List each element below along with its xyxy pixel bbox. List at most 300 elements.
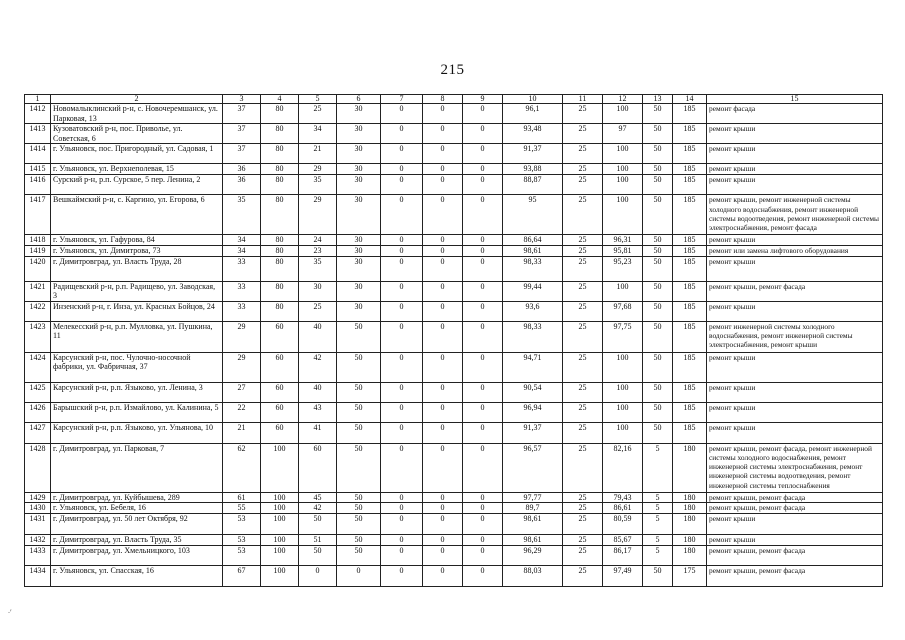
column-header: 2 bbox=[51, 95, 223, 104]
table-row bbox=[25, 235, 883, 246]
column-header: 3 bbox=[223, 95, 261, 104]
work-type-cell: ремонт крыши bbox=[707, 402, 883, 422]
col-14-cell: 185 bbox=[673, 164, 707, 175]
col-7-cell: 0 bbox=[381, 402, 423, 422]
work-type-cell: ремонт крыши, ремонт фасада bbox=[707, 545, 883, 565]
repair-register-table bbox=[24, 94, 883, 587]
col-12-cell: 100 bbox=[603, 144, 643, 164]
col-12-cell: 100 bbox=[603, 195, 643, 235]
column-header: 11 bbox=[563, 95, 603, 104]
col-5-cell: 29 bbox=[299, 164, 337, 175]
work-type-cell: ремонт крыши, ремонт фасада bbox=[707, 281, 883, 301]
col-4-cell: 100 bbox=[261, 492, 299, 503]
row-number-cell: 1423 bbox=[25, 321, 51, 352]
col-4-cell: 100 bbox=[261, 513, 299, 534]
table-row bbox=[25, 503, 883, 514]
work-type-cell: ремонт крыши, ремонт фасада, ремонт инженерной системы холодного водоснабжения, ремонт инженерной системы электроснабжения, ремонт инженерной системы водоотведения, ремонт инженерной системы теплоснабжения bbox=[707, 443, 883, 492]
column-header: 1 bbox=[25, 95, 51, 104]
col-14-cell: 180 bbox=[673, 443, 707, 492]
col-13-cell: 50 bbox=[643, 301, 673, 321]
address-cell: Инзенский р-н, г. Инза, ул. Красных Бойцов, 24 bbox=[51, 301, 223, 321]
col-11-cell: 25 bbox=[563, 175, 603, 195]
table-row bbox=[25, 513, 883, 534]
col-3-cell: 29 bbox=[223, 352, 261, 382]
col-8-cell: 0 bbox=[423, 235, 463, 246]
col-6-cell: 50 bbox=[337, 352, 381, 382]
col-12-cell: 85,67 bbox=[603, 534, 643, 545]
col-6-cell: 30 bbox=[337, 144, 381, 164]
work-type-cell: ремонт крыши bbox=[707, 164, 883, 175]
work-type-cell: ремонт крыши bbox=[707, 422, 883, 443]
col-7-cell: 0 bbox=[381, 281, 423, 301]
col-3-cell: 53 bbox=[223, 513, 261, 534]
table-row bbox=[25, 104, 883, 124]
col-5-cell: 24 bbox=[299, 235, 337, 246]
col-6-cell: 30 bbox=[337, 281, 381, 301]
col-11-cell: 25 bbox=[563, 301, 603, 321]
work-type-cell: ремонт крыши bbox=[707, 175, 883, 195]
col-9-cell: 0 bbox=[463, 352, 503, 382]
col-5-cell: 60 bbox=[299, 443, 337, 492]
col-14-cell: 185 bbox=[673, 256, 707, 281]
col-13-cell: 50 bbox=[643, 256, 673, 281]
col-3-cell: 34 bbox=[223, 235, 261, 246]
col-14-cell: 185 bbox=[673, 235, 707, 246]
col-9-cell: 0 bbox=[463, 235, 503, 246]
col-9-cell: 0 bbox=[463, 565, 503, 586]
col-3-cell: 53 bbox=[223, 545, 261, 565]
col-4-cell: 80 bbox=[261, 195, 299, 235]
page-number: 215 bbox=[440, 62, 465, 78]
scan-mark: ∙′ bbox=[8, 608, 12, 617]
row-number-cell: 1424 bbox=[25, 352, 51, 382]
col-14-cell: 180 bbox=[673, 534, 707, 545]
column-header: 13 bbox=[643, 95, 673, 104]
col-7-cell: 0 bbox=[381, 144, 423, 164]
col-7-cell: 0 bbox=[381, 503, 423, 514]
col-14-cell: 185 bbox=[673, 175, 707, 195]
col-3-cell: 37 bbox=[223, 144, 261, 164]
col-9-cell: 0 bbox=[463, 422, 503, 443]
address-cell: Мелекесский р-н, р.п. Мулловка, ул. Пушкина, 11 bbox=[51, 321, 223, 352]
col-13-cell: 5 bbox=[643, 492, 673, 503]
col-5-cell: 45 bbox=[299, 492, 337, 503]
col-10-cell: 96,94 bbox=[503, 402, 563, 422]
col-13-cell: 50 bbox=[643, 352, 673, 382]
work-type-cell: ремонт крыши bbox=[707, 382, 883, 402]
address-cell: г. Ульяновск, пос. Пригородный, ул. Садовая, 1 bbox=[51, 144, 223, 164]
address-cell: Карсунский р-н, р.п. Языково, ул. Ульянова, 10 bbox=[51, 422, 223, 443]
col-10-cell: 99,44 bbox=[503, 281, 563, 301]
col-7-cell: 0 bbox=[381, 124, 423, 144]
col-11-cell: 25 bbox=[563, 144, 603, 164]
col-10-cell: 98,61 bbox=[503, 245, 563, 256]
col-3-cell: 29 bbox=[223, 321, 261, 352]
col-10-cell: 88,03 bbox=[503, 565, 563, 586]
table-row bbox=[25, 281, 883, 301]
col-4-cell: 60 bbox=[261, 352, 299, 382]
work-type-cell: ремонт крыши, ремонт фасада bbox=[707, 503, 883, 514]
work-type-cell: ремонт крыши bbox=[707, 534, 883, 545]
col-9-cell: 0 bbox=[463, 195, 503, 235]
column-header: 12 bbox=[603, 95, 643, 104]
col-6-cell: 30 bbox=[337, 124, 381, 144]
col-3-cell: 61 bbox=[223, 492, 261, 503]
col-4-cell: 80 bbox=[261, 245, 299, 256]
table-row bbox=[25, 195, 883, 235]
col-5-cell: 34 bbox=[299, 124, 337, 144]
col-9-cell: 0 bbox=[463, 164, 503, 175]
col-10-cell: 91,37 bbox=[503, 422, 563, 443]
col-12-cell: 100 bbox=[603, 402, 643, 422]
col-12-cell: 100 bbox=[603, 422, 643, 443]
col-7-cell: 0 bbox=[381, 301, 423, 321]
col-8-cell: 0 bbox=[423, 281, 463, 301]
col-9-cell: 0 bbox=[463, 175, 503, 195]
col-11-cell: 25 bbox=[563, 245, 603, 256]
address-cell: г. Димитровград, ул. 50 лет Октября, 92 bbox=[51, 513, 223, 534]
col-6-cell: 30 bbox=[337, 235, 381, 246]
col-13-cell: 5 bbox=[643, 545, 673, 565]
col-6-cell: 0 bbox=[337, 565, 381, 586]
col-6-cell: 50 bbox=[337, 321, 381, 352]
col-6-cell: 30 bbox=[337, 245, 381, 256]
col-13-cell: 5 bbox=[643, 534, 673, 545]
col-4-cell: 80 bbox=[261, 281, 299, 301]
col-7-cell: 0 bbox=[381, 175, 423, 195]
col-6-cell: 30 bbox=[337, 256, 381, 281]
col-14-cell: 180 bbox=[673, 492, 707, 503]
col-4-cell: 80 bbox=[261, 301, 299, 321]
col-8-cell: 0 bbox=[423, 321, 463, 352]
col-3-cell: 67 bbox=[223, 565, 261, 586]
row-number-cell: 1430 bbox=[25, 503, 51, 514]
work-type-cell: ремонт или замена лифтового оборудования bbox=[707, 245, 883, 256]
address-cell: г. Димитровград, ул. Власть Труда, 35 bbox=[51, 534, 223, 545]
col-10-cell: 98,61 bbox=[503, 513, 563, 534]
address-cell: Сурский р-н, р.п. Сурское, 5 пер. Ленина, 2 bbox=[51, 175, 223, 195]
table-row bbox=[25, 534, 883, 545]
work-type-cell: ремонт крыши bbox=[707, 235, 883, 246]
row-number-cell: 1419 bbox=[25, 245, 51, 256]
col-5-cell: 29 bbox=[299, 195, 337, 235]
col-14-cell: 185 bbox=[673, 301, 707, 321]
work-type-cell: ремонт крыши, ремонт фасада bbox=[707, 492, 883, 503]
col-13-cell: 5 bbox=[643, 513, 673, 534]
col-12-cell: 97 bbox=[603, 124, 643, 144]
col-12-cell: 100 bbox=[603, 352, 643, 382]
col-4-cell: 80 bbox=[261, 256, 299, 281]
row-number-cell: 1427 bbox=[25, 422, 51, 443]
col-12-cell: 97,68 bbox=[603, 301, 643, 321]
col-8-cell: 0 bbox=[423, 164, 463, 175]
work-type-cell: ремонт крыши bbox=[707, 144, 883, 164]
work-type-cell: ремонт крыши bbox=[707, 352, 883, 382]
col-13-cell: 50 bbox=[643, 104, 673, 124]
col-12-cell: 100 bbox=[603, 164, 643, 175]
col-5-cell: 35 bbox=[299, 256, 337, 281]
col-11-cell: 25 bbox=[563, 195, 603, 235]
col-10-cell: 96,1 bbox=[503, 104, 563, 124]
col-6-cell: 30 bbox=[337, 195, 381, 235]
col-11-cell: 25 bbox=[563, 513, 603, 534]
col-12-cell: 97,49 bbox=[603, 565, 643, 586]
column-header: 15 bbox=[707, 95, 883, 104]
row-number-cell: 1413 bbox=[25, 124, 51, 144]
table-row bbox=[25, 124, 883, 144]
row-number-cell: 1412 bbox=[25, 104, 51, 124]
col-10-cell: 93,48 bbox=[503, 124, 563, 144]
table-row bbox=[25, 164, 883, 175]
col-14-cell: 185 bbox=[673, 124, 707, 144]
col-5-cell: 25 bbox=[299, 104, 337, 124]
col-12-cell: 100 bbox=[603, 281, 643, 301]
table-row bbox=[25, 175, 883, 195]
col-5-cell: 40 bbox=[299, 321, 337, 352]
col-4-cell: 60 bbox=[261, 402, 299, 422]
col-12-cell: 97,75 bbox=[603, 321, 643, 352]
col-5-cell: 25 bbox=[299, 301, 337, 321]
col-10-cell: 88,87 bbox=[503, 175, 563, 195]
col-12-cell: 79,43 bbox=[603, 492, 643, 503]
col-13-cell: 50 bbox=[643, 124, 673, 144]
col-9-cell: 0 bbox=[463, 534, 503, 545]
row-number-cell: 1426 bbox=[25, 402, 51, 422]
address-cell: г. Димитровград, ул. Куйбышева, 289 bbox=[51, 492, 223, 503]
table-row bbox=[25, 545, 883, 565]
col-12-cell: 95,81 bbox=[603, 245, 643, 256]
col-9-cell: 0 bbox=[463, 545, 503, 565]
col-13-cell: 50 bbox=[643, 144, 673, 164]
col-5-cell: 23 bbox=[299, 245, 337, 256]
col-8-cell: 0 bbox=[423, 301, 463, 321]
col-5-cell: 41 bbox=[299, 422, 337, 443]
col-12-cell: 82,16 bbox=[603, 443, 643, 492]
col-11-cell: 25 bbox=[563, 281, 603, 301]
col-14-cell: 185 bbox=[673, 104, 707, 124]
col-6-cell: 50 bbox=[337, 402, 381, 422]
col-13-cell: 50 bbox=[643, 195, 673, 235]
col-9-cell: 0 bbox=[463, 144, 503, 164]
col-7-cell: 0 bbox=[381, 195, 423, 235]
col-5-cell: 50 bbox=[299, 513, 337, 534]
col-13-cell: 5 bbox=[643, 443, 673, 492]
table-row bbox=[25, 256, 883, 281]
col-8-cell: 0 bbox=[423, 422, 463, 443]
col-6-cell: 30 bbox=[337, 104, 381, 124]
col-7-cell: 0 bbox=[381, 164, 423, 175]
col-3-cell: 53 bbox=[223, 534, 261, 545]
col-5-cell: 35 bbox=[299, 175, 337, 195]
row-number-cell: 1434 bbox=[25, 565, 51, 586]
col-7-cell: 0 bbox=[381, 492, 423, 503]
col-9-cell: 0 bbox=[463, 503, 503, 514]
row-number-cell: 1414 bbox=[25, 144, 51, 164]
table-row bbox=[25, 492, 883, 503]
col-14-cell: 185 bbox=[673, 195, 707, 235]
work-type-cell: ремонт крыши, ремонт инженерной системы холодного водоснабжения, ремонт инженерной системы водоотведения, ремонт инженерной системы электроснабжения, ремонт фасада bbox=[707, 195, 883, 235]
col-9-cell: 0 bbox=[463, 513, 503, 534]
col-7-cell: 0 bbox=[381, 513, 423, 534]
col-3-cell: 35 bbox=[223, 195, 261, 235]
col-13-cell: 50 bbox=[643, 235, 673, 246]
col-7-cell: 0 bbox=[381, 104, 423, 124]
col-3-cell: 33 bbox=[223, 256, 261, 281]
col-11-cell: 25 bbox=[563, 503, 603, 514]
col-13-cell: 50 bbox=[643, 245, 673, 256]
address-cell: г. Ульяновск, ул. Верхнеполевая, 15 bbox=[51, 164, 223, 175]
col-10-cell: 96,29 bbox=[503, 545, 563, 565]
col-9-cell: 0 bbox=[463, 124, 503, 144]
col-10-cell: 97,77 bbox=[503, 492, 563, 503]
column-header: 9 bbox=[463, 95, 503, 104]
address-cell: Барышский р-н, р.п. Измайлово, ул. Калинина, 5 bbox=[51, 402, 223, 422]
col-3-cell: 37 bbox=[223, 124, 261, 144]
work-type-cell: ремонт фасада bbox=[707, 104, 883, 124]
col-10-cell: 91,37 bbox=[503, 144, 563, 164]
col-10-cell: 96,57 bbox=[503, 443, 563, 492]
col-9-cell: 0 bbox=[463, 256, 503, 281]
col-13-cell: 50 bbox=[643, 281, 673, 301]
col-4-cell: 80 bbox=[261, 175, 299, 195]
address-cell: Радищевский р-н, р.п. Радищево, ул. Заводская, 3 bbox=[51, 281, 223, 301]
col-7-cell: 0 bbox=[381, 534, 423, 545]
address-cell: г. Ульяновск, ул. Бебеля, 16 bbox=[51, 503, 223, 514]
col-3-cell: 33 bbox=[223, 301, 261, 321]
col-8-cell: 0 bbox=[423, 565, 463, 586]
col-8-cell: 0 bbox=[423, 534, 463, 545]
col-6-cell: 50 bbox=[337, 443, 381, 492]
col-11-cell: 25 bbox=[563, 164, 603, 175]
address-cell: Новомалыклинский р-н, с. Новочеремшанск, ул. Парковая, 13 bbox=[51, 104, 223, 124]
column-header: 14 bbox=[673, 95, 707, 104]
col-10-cell: 90,54 bbox=[503, 382, 563, 402]
col-10-cell: 94,71 bbox=[503, 352, 563, 382]
col-14-cell: 185 bbox=[673, 281, 707, 301]
col-3-cell: 22 bbox=[223, 402, 261, 422]
col-11-cell: 25 bbox=[563, 321, 603, 352]
col-10-cell: 93,88 bbox=[503, 164, 563, 175]
work-type-cell: ремонт инженерной системы холодного водоснабжения, ремонт инженерной системы электроснабжения, ремонт крыши bbox=[707, 321, 883, 352]
col-10-cell: 95 bbox=[503, 195, 563, 235]
col-4-cell: 80 bbox=[261, 235, 299, 246]
col-12-cell: 100 bbox=[603, 175, 643, 195]
col-14-cell: 180 bbox=[673, 545, 707, 565]
row-number-cell: 1418 bbox=[25, 235, 51, 246]
col-6-cell: 50 bbox=[337, 492, 381, 503]
work-type-cell: ремонт крыши, ремонт фасада bbox=[707, 565, 883, 586]
table-row bbox=[25, 301, 883, 321]
col-4-cell: 100 bbox=[261, 545, 299, 565]
col-5-cell: 51 bbox=[299, 534, 337, 545]
col-9-cell: 0 bbox=[463, 245, 503, 256]
col-7-cell: 0 bbox=[381, 235, 423, 246]
address-cell: Вешкаймский р-н, с. Каргино, ул. Егорова, 6 bbox=[51, 195, 223, 235]
col-8-cell: 0 bbox=[423, 245, 463, 256]
col-8-cell: 0 bbox=[423, 175, 463, 195]
work-type-cell: ремонт крыши bbox=[707, 513, 883, 534]
col-6-cell: 30 bbox=[337, 175, 381, 195]
col-3-cell: 34 bbox=[223, 245, 261, 256]
address-cell: г. Димитровград, ул. Хмельницкого, 103 bbox=[51, 545, 223, 565]
col-6-cell: 50 bbox=[337, 503, 381, 514]
col-3-cell: 37 bbox=[223, 104, 261, 124]
col-11-cell: 25 bbox=[563, 104, 603, 124]
col-12-cell: 100 bbox=[603, 104, 643, 124]
col-5-cell: 42 bbox=[299, 352, 337, 382]
col-12-cell: 86,61 bbox=[603, 503, 643, 514]
col-4-cell: 80 bbox=[261, 164, 299, 175]
col-11-cell: 25 bbox=[563, 565, 603, 586]
table-row bbox=[25, 245, 883, 256]
col-8-cell: 0 bbox=[423, 195, 463, 235]
col-14-cell: 185 bbox=[673, 422, 707, 443]
col-5-cell: 30 bbox=[299, 281, 337, 301]
column-header: 7 bbox=[381, 95, 423, 104]
row-number-cell: 1428 bbox=[25, 443, 51, 492]
col-5-cell: 40 bbox=[299, 382, 337, 402]
col-13-cell: 50 bbox=[643, 382, 673, 402]
col-11-cell: 25 bbox=[563, 124, 603, 144]
col-13-cell: 50 bbox=[643, 321, 673, 352]
col-8-cell: 0 bbox=[423, 503, 463, 514]
col-5-cell: 21 bbox=[299, 144, 337, 164]
col-6-cell: 30 bbox=[337, 301, 381, 321]
col-3-cell: 62 bbox=[223, 443, 261, 492]
col-11-cell: 25 bbox=[563, 402, 603, 422]
col-6-cell: 50 bbox=[337, 422, 381, 443]
row-number-cell: 1417 bbox=[25, 195, 51, 235]
col-8-cell: 0 bbox=[423, 382, 463, 402]
col-6-cell: 30 bbox=[337, 164, 381, 175]
work-type-cell: ремонт крыши bbox=[707, 124, 883, 144]
col-14-cell: 185 bbox=[673, 402, 707, 422]
col-3-cell: 36 bbox=[223, 175, 261, 195]
row-number-cell: 1433 bbox=[25, 545, 51, 565]
col-13-cell: 50 bbox=[643, 402, 673, 422]
work-type-cell: ремонт крыши bbox=[707, 256, 883, 281]
col-3-cell: 21 bbox=[223, 422, 261, 443]
col-6-cell: 50 bbox=[337, 545, 381, 565]
col-7-cell: 0 bbox=[381, 352, 423, 382]
col-9-cell: 0 bbox=[463, 382, 503, 402]
col-10-cell: 93,6 bbox=[503, 301, 563, 321]
col-8-cell: 0 bbox=[423, 352, 463, 382]
row-number-cell: 1429 bbox=[25, 492, 51, 503]
col-4-cell: 60 bbox=[261, 422, 299, 443]
col-11-cell: 25 bbox=[563, 443, 603, 492]
column-header: 6 bbox=[337, 95, 381, 104]
col-4-cell: 100 bbox=[261, 503, 299, 514]
col-4-cell: 100 bbox=[261, 534, 299, 545]
col-14-cell: 185 bbox=[673, 245, 707, 256]
col-13-cell: 50 bbox=[643, 422, 673, 443]
col-5-cell: 0 bbox=[299, 565, 337, 586]
col-8-cell: 0 bbox=[423, 144, 463, 164]
col-11-cell: 25 bbox=[563, 382, 603, 402]
table-row bbox=[25, 565, 883, 586]
col-7-cell: 0 bbox=[381, 565, 423, 586]
work-type-cell: ремонт крыши bbox=[707, 301, 883, 321]
col-4-cell: 100 bbox=[261, 443, 299, 492]
col-8-cell: 0 bbox=[423, 402, 463, 422]
row-number-cell: 1425 bbox=[25, 382, 51, 402]
col-10-cell: 89,7 bbox=[503, 503, 563, 514]
column-header: 5 bbox=[299, 95, 337, 104]
table-row bbox=[25, 144, 883, 164]
col-14-cell: 185 bbox=[673, 352, 707, 382]
row-number-cell: 1422 bbox=[25, 301, 51, 321]
